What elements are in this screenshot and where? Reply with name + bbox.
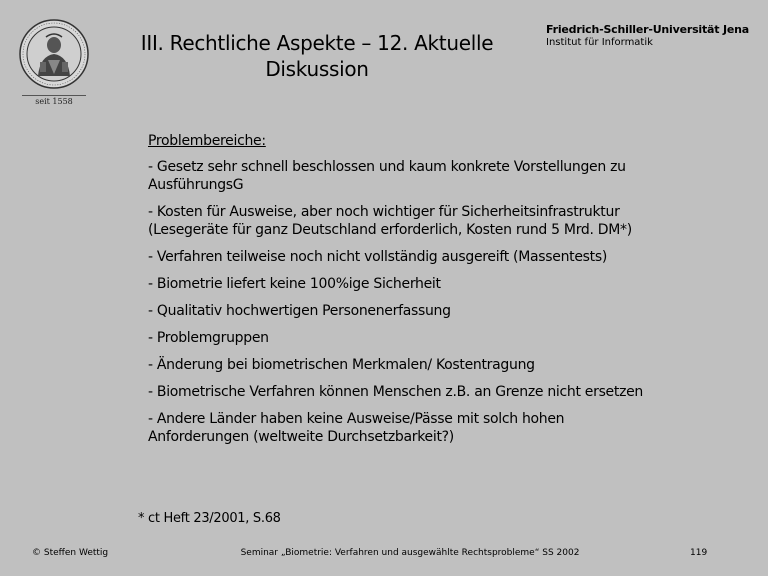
slide-content: [148, 132, 648, 455]
university-seal-logo: [18, 18, 90, 90]
slide-title: [130, 30, 504, 82]
footnote: * ct Heft 23/2001, S.68: [138, 511, 281, 526]
seal-caption: seit 1558: [22, 95, 86, 106]
bullet-item: - Andere Länder haben keine Ausweise/Pässe mit solch hohen Anforderungen (weltweite Durchsetzbarkeit?): [148, 411, 565, 445]
university-name: Friedrich-Schiller-Universität Jena: [546, 23, 749, 36]
bullet-item: - Biometrische Verfahren können Menschen z.B. an Grenze nicht ersetzen: [148, 384, 643, 400]
bullet-item: - Änderung bei biometrischen Merkmalen/ Kostentragung: [148, 357, 535, 373]
bullet-item: - Qualitativ hochwertigen Personenerfassung: [148, 303, 451, 319]
slide-title-line-1: III. Rechtliche Aspekte – 12. Aktuelle: [140, 31, 494, 55]
bullet-item: - Verfahren teilweise noch nicht vollständig ausgereift (Massentests): [148, 249, 607, 265]
section-heading: Problembereiche:: [148, 133, 266, 149]
institute-name: Institut für Informatik: [546, 37, 653, 48]
slide-title-line-2: Diskussion: [265, 57, 369, 81]
bullet-item: - Gesetz sehr schnell beschlossen und kaum konkrete Vorstellungen zu AusführungsG: [148, 159, 626, 193]
bullet-item: - Biometrie liefert keine 100%ige Sicherheit: [148, 276, 441, 292]
bullet-item: - Problemgruppen: [148, 330, 269, 346]
footer-page-number: 119: [690, 548, 708, 558]
footer-seminar: Seminar „Biometrie: Verfahren und ausgewählte Rechtsprobleme“ SS 2002: [240, 548, 580, 558]
bullet-item: - Kosten für Ausweise, aber noch wichtiger für Sicherheitsinfrastruktur (Lesegeräte für ganz Deutschland erforderlich, Kosten rund 5 Mrd. DM*): [148, 204, 632, 238]
footer-author: © Steffen Wettig: [32, 548, 109, 558]
